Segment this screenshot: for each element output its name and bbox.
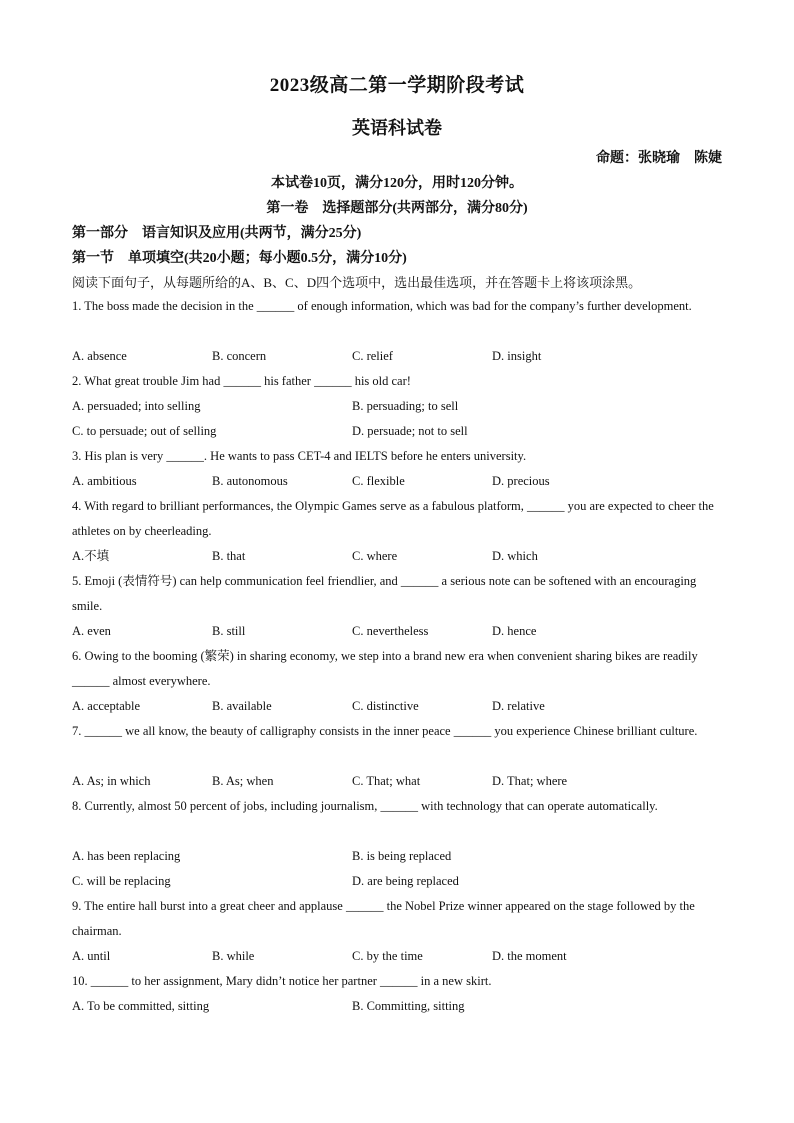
option-a: A. To be committed, sitting (72, 999, 210, 1013)
option-d: D. are being replaced (352, 874, 459, 888)
option-c: C. where (352, 549, 398, 563)
option-d: D. That; where (492, 774, 568, 788)
option-c: C. distinctive (352, 699, 419, 713)
question-stem: 1. The boss made the decision in the ______ of enough information, which was bad for the company’s further development. (72, 299, 692, 313)
option-a: A. acceptable (72, 699, 141, 713)
option-c: C. by the time (352, 949, 423, 963)
part-heading: 第一部分 语言知识及应用(共两节，满分25分) (72, 226, 362, 241)
instructions: 阅读下面句子，从每题所给的A、B、C、D四个选项中，选出最佳选项，并在答题卡上将该项涂黑。 (72, 275, 642, 290)
option-a: A. even (72, 624, 111, 638)
option-c: C. to persuade; out of selling (72, 424, 217, 438)
option-row (72, 769, 722, 794)
option-c: C. relief (352, 349, 393, 363)
option-a: A. persuaded; into selling (72, 399, 201, 413)
option-row (72, 944, 722, 969)
subject-title: 英语科试卷 (352, 118, 442, 138)
option-d: D. persuade; not to sell (352, 424, 468, 438)
option-row (72, 994, 722, 1019)
question-stem: 5. Emoji (表情符号) can help communication feel friendlier, and ______ a serious note can be softened with an encouraging smile. (72, 574, 697, 613)
option-d: D. relative (492, 699, 545, 713)
authors-line: 命题：张晓瑜 陈婕 (596, 151, 722, 166)
option-c: C. nevertheless (352, 624, 429, 638)
option-row (72, 394, 722, 419)
option-row (72, 544, 722, 569)
exam-title: 2023级高二第一学期阶段考试 (269, 75, 525, 96)
option-d: D. precious (492, 474, 550, 488)
option-row (72, 694, 722, 719)
question-stem: 6. Owing to the booming (繁荣) in sharing economy, we step into a brand new era when convenient sharing bikes are readily ______ almost everywhere. (72, 649, 698, 688)
option-row (72, 844, 722, 869)
option-b: B. autonomous (212, 474, 288, 488)
option-c: C. That; what (352, 774, 421, 788)
option-d: D. which (492, 549, 538, 563)
option-b: B. that (212, 549, 246, 563)
option-row (72, 619, 722, 644)
volume-heading: 第一卷 选择题部分(共两部分，满分80分) (266, 201, 528, 216)
option-b: B. while (212, 949, 255, 963)
option-c: C. flexible (352, 474, 405, 488)
option-row (72, 419, 722, 444)
option-b: B. concern (212, 349, 267, 363)
option-b: B. As; when (212, 774, 274, 788)
question-stem: 8. Currently, almost 50 percent of jobs, including journalism, ______ with technology that can operate automatically. (72, 799, 658, 813)
option-a: A. As; in which (72, 774, 151, 788)
question-stem: 4. With regard to brilliant performances, the Olympic Games serve as a fabulous platform, ______ you are expected to cheer the athletes on by cheerleading. (72, 499, 714, 538)
option-c: C. will be replacing (72, 874, 171, 888)
question-stem: 9. The entire hall burst into a great cheer and applause ______ the Nobel Prize winner appeared on the stage followed by the chairman. (72, 899, 695, 938)
question-stem: 10. ______ to her assignment, Mary didn’t notice her partner ______ in a new skirt. (72, 974, 492, 988)
question-stem: 2. What great trouble Jim had ______ his father ______ his old car! (72, 374, 411, 388)
exam-info: 本试卷10页，满分120分，用时120分钟。 (271, 176, 523, 191)
option-a: A. absence (72, 349, 127, 363)
option-a: A. has been replacing (72, 849, 181, 863)
option-a: A.不填 (72, 549, 110, 563)
option-b: B. Committing, sitting (352, 999, 465, 1013)
question-stem: 7. ______ we all know, the beauty of calligraphy consists in the inner peace ______ you experience Chinese brilliant culture. (72, 724, 698, 738)
question-stem: 3. His plan is very ______. He wants to pass CET-4 and IELTS before he enters university. (72, 449, 527, 463)
option-row (72, 344, 722, 369)
option-b: B. is being replaced (352, 849, 452, 863)
option-d: D. the moment (492, 949, 567, 963)
option-a: A. ambitious (72, 474, 137, 488)
option-a: A. until (72, 949, 111, 963)
option-d: D. insight (492, 349, 542, 363)
option-row (72, 869, 722, 894)
option-d: D. hence (492, 624, 537, 638)
option-b: B. available (212, 699, 272, 713)
option-b: B. persuading; to sell (352, 399, 459, 413)
option-row (72, 469, 722, 494)
section-heading: 第一节 单项填空(共20小题；每小题0.5分，满分10分) (72, 251, 407, 266)
option-b: B. still (212, 624, 246, 638)
